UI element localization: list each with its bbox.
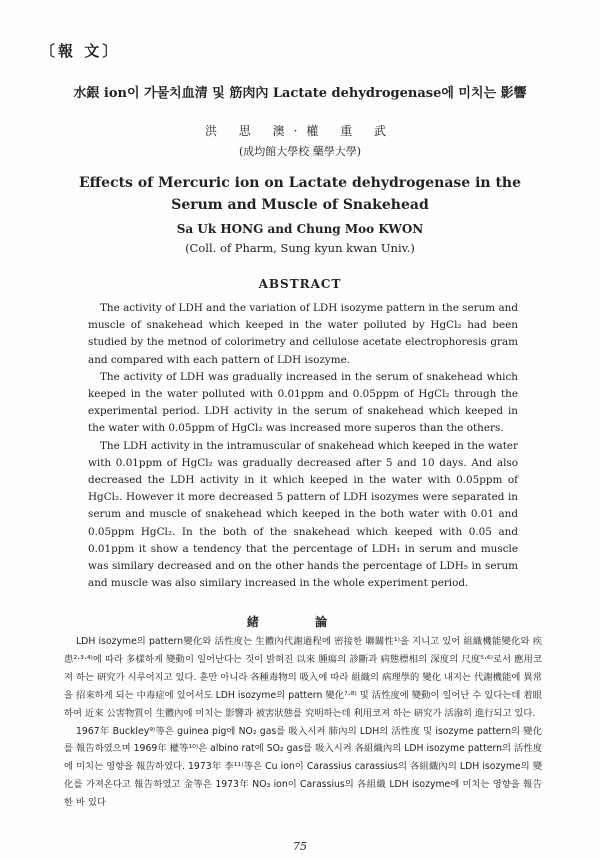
- english-authors: Sa Uk HONG and Chung Moo KWON: [176, 222, 424, 236]
- korean-authors: 洪 思 澳·權 重 武: [204, 124, 396, 138]
- abstract-heading: ABSTRACT: [258, 277, 342, 291]
- korean-affiliation: (成均館大學校 藥學大學): [238, 145, 362, 158]
- abstract-body: [88, 300, 518, 592]
- introduction-paragraph: LDH isozyme의 pattern變化와 活性度는 生體內代謝過程에 密接한 聯關性¹⁾을 지니고 있어 組織機能變化와 疾患²·³·⁴⁾에 따라 多樣하게 變動이 일어난다는 것이 밝혀진 以來 腫瘍의 診斷과 病態標相의 深度의 尺度⁵·⁶⁾로서 應用코져 하는 研究가 시루어지고 있다. 훈만 아니라 各種毒物의 吸入에 따라 組織의 病理學的 變化 내지는 代謝機能에 異常을 招來하게 되는 中毒症에 있어서도 LDH isozyme의 pattern 變化⁷·⁸⁾ 및 活性度에 變動이 일어난 수 있다는데 着眼하여 近來 公害物質이 生體內에 미치는 影響과 被害狀態를 究明하는데 利用코져 하는 研究가 活潑히 進行되고 있다.: [64, 636, 542, 719]
- introduction-paragraph: 1967年 Buckley⁹⁾等은 guinea pig에 NO₂ gas를 吸入시켜 肺內의 LDH의 活性度 및 isozyme pattern의 變化를 報告하였으며 1969年 權等¹⁰⁾은 albino rat에 SO₂ gas를 吸入시켜 各組織內의 LDH isozyme pattern의 活性度에 미치는 영향을 報告하였다. 1973年 李¹¹⁾等은 Cu ion이 Carassius carassius의 各組織內의 LDH isozyme의 變化를 가져온다고 報告하였고 金等은 1973年 NO₃ ion이 Carassius의 各組織 LDH isozyme에 미치는 영향을 報告한 바 있다: [64, 725, 542, 809]
- introduction-body: [64, 633, 542, 812]
- introduction-heading: 緒 論: [246, 615, 354, 629]
- abstract-paragraph: The activity of LDH was gradually increased in the serum of snakehead which keeped in the water polluted with 0.01ppm and 0.05ppm of HgCl₂ through the experimental period. LDH activity in the serum of snakehead which keeped in the water with 0.05ppm of HgCl₂ was increased more superos than the others.: [88, 370, 518, 435]
- section-tag: 〔報 文〕: [40, 42, 121, 60]
- abstract-paragraph: The LDH activity in the intramuscular of snakehead which keeped in the water with 0.01ppm of HgCl₂ was gradually decreased after 5 and 10 days. And also decreased the LDH activity in it which keeped in the water with 0.05ppm of HgCl₂. However it more decreased 5 pattern of LDH isozymes were separated in serum and muscle of snakehead which keeped in the both water with 0.01 and 0.05ppm HgCl₂. In the both of the snakehead which keeped with 0.05 and 0.01ppm it show a tendency that the percentage of LDH₁ in serum and muscle was similary decreased and on the other hands the percentage of LDH₅ in serum and muscle was also similary increased in the whole experiment period.: [88, 439, 518, 590]
- page-number: 75: [293, 840, 307, 853]
- english-title-line-1: Effects of Mercuric ion on Lactate dehydrogenase in the: [79, 175, 521, 191]
- english-affiliation: (Coll. of Pharm, Sung kyun kwan Univ.): [185, 241, 415, 255]
- english-title-line-2: Serum and Muscle of Snakehead: [171, 197, 429, 213]
- english-title: [0, 172, 600, 216]
- abstract-paragraph: The activity of LDH and the variation of LDH isozyme pattern in the serum and muscle of snakehead which keeped in the water polluted by HgCl₂ had been studied by the metnod of colorimetry and cellulose acetate electrophoresis gram and compared with each pattern of LDH isozyme.: [88, 302, 518, 366]
- korean-title: 水銀 ion이 가물치血清 및 筋肉內 Lactate dehydrogenase에 미치는 影響: [73, 86, 527, 101]
